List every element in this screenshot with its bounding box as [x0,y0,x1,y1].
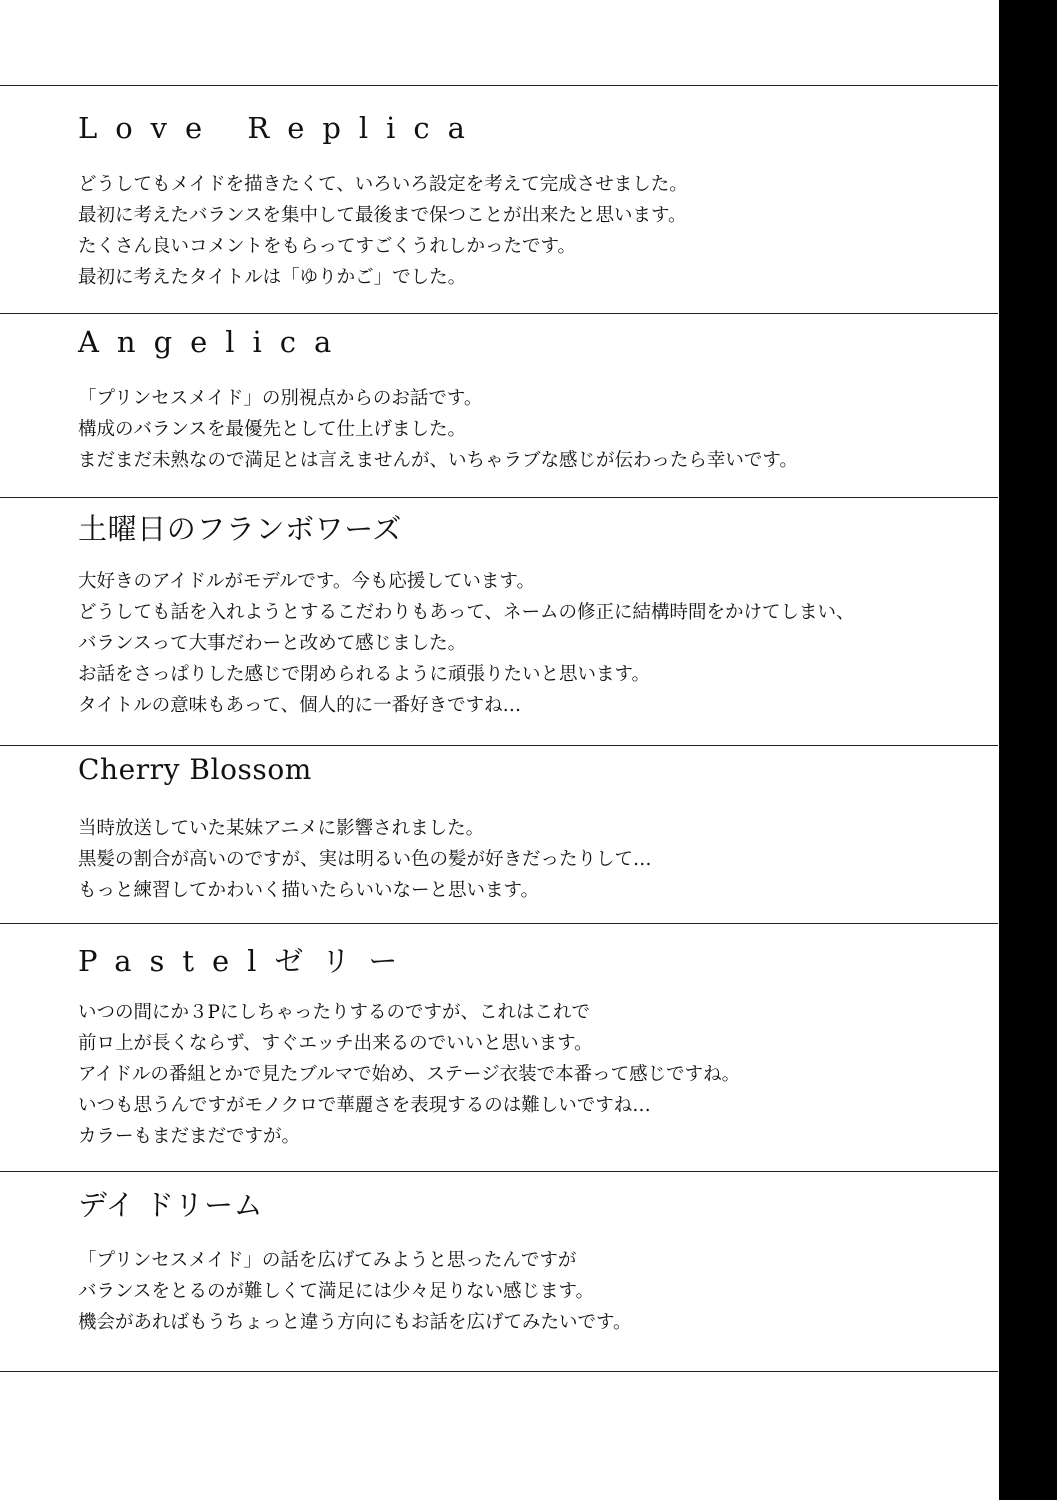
body-line: 「プリンセスメイド」の話を広げてみようと思ったんですが [78,1250,577,1271]
body-line: 当時放送していた某妹アニメに影響されました。 [78,818,485,839]
right-edge-black-bar [999,0,1057,1500]
section-body [78,1245,632,1338]
body-line: まだまだ未熟なので満足とは言えませんが、いちゃラブな感じが伝わったら幸いです。 [78,450,798,471]
body-line: お話をさっぱりした感じで閉められるように頑張りたいと思います。 [78,664,651,685]
body-line: バランスって大事だわーと改めて感じました。 [78,633,467,654]
body-line: 機会があればもうちょっと違う方向にもお話を広げてみたいです。 [78,1312,632,1333]
body-line: アイドルの番組とかで見たブルマで始め、ステージ衣装で本番って感じですね。 [78,1064,741,1085]
section-day-dream [0,1171,998,1371]
section-title: Angelica [78,325,350,359]
section-body [78,383,798,476]
body-line: 構成のバランスを最優先として仕上げました。 [78,419,466,440]
section-title: Cherry Blossom [78,753,312,786]
section-title: デイ ドリーム [78,1188,264,1222]
section-body [78,169,688,293]
section-title: Love Replica [78,111,483,145]
section-cherry-blossom [0,745,998,923]
section-angelica [0,313,998,497]
body-line: たくさん良いコメントをもらってすごくうれしかったです。 [78,236,577,257]
divider-rule [0,1371,998,1372]
section-love-replica [0,85,998,313]
section-saturday-framboise [0,497,998,745]
section-title: 土曜日のフランボワーズ [78,512,402,546]
body-line: 最初に考えたタイトルは「ゆりかご」でした。 [78,267,467,288]
body-line: 「プリンセスメイド」の別視点からのお話です。 [78,388,483,409]
body-line: バランスをとるのが難しくて満足には少々足りない感じます。 [78,1281,594,1302]
body-line: いつの間にか３Pにしちゃったりするのですが、これはこれで [78,1002,590,1023]
body-line: 前ロ上が長くならず、すぐエッチ出来るのでいいと思います。 [78,1033,593,1054]
body-line: 黒髪の割合が高いのですが、実は明るい色の髪が好きだったりして… [78,849,652,870]
section-body [78,566,854,721]
section-body [78,997,740,1152]
body-line: もっと練習してかわいく描いたらいいなーと思います。 [78,880,540,901]
body-line: どうしてもメイドを描きたくて、いろいろ設定を考えて完成させました。 [78,174,688,195]
section-title: Pastelゼリー [78,944,416,978]
body-line: 大好きのアイドルがモデルです。今も応援しています。 [78,571,535,592]
body-line: カラーもまだまだですが。 [78,1126,301,1147]
body-line: どうしても話を入れようとするこだわりもあって、ネームの修正に結構時間をかけてしまい、 [78,602,855,623]
body-line: タイトルの意味もあって、個人的に一番好きですね… [78,695,522,716]
body-line: いつも思うんですがモノクロで華麗さを表現するのは難しいですね… [78,1095,651,1116]
body-line: 最初に考えたバランスを集中して最後まで保つことが出来たと思います。 [78,205,687,226]
section-body [78,813,652,906]
section-pastel-jelly [0,923,998,1171]
